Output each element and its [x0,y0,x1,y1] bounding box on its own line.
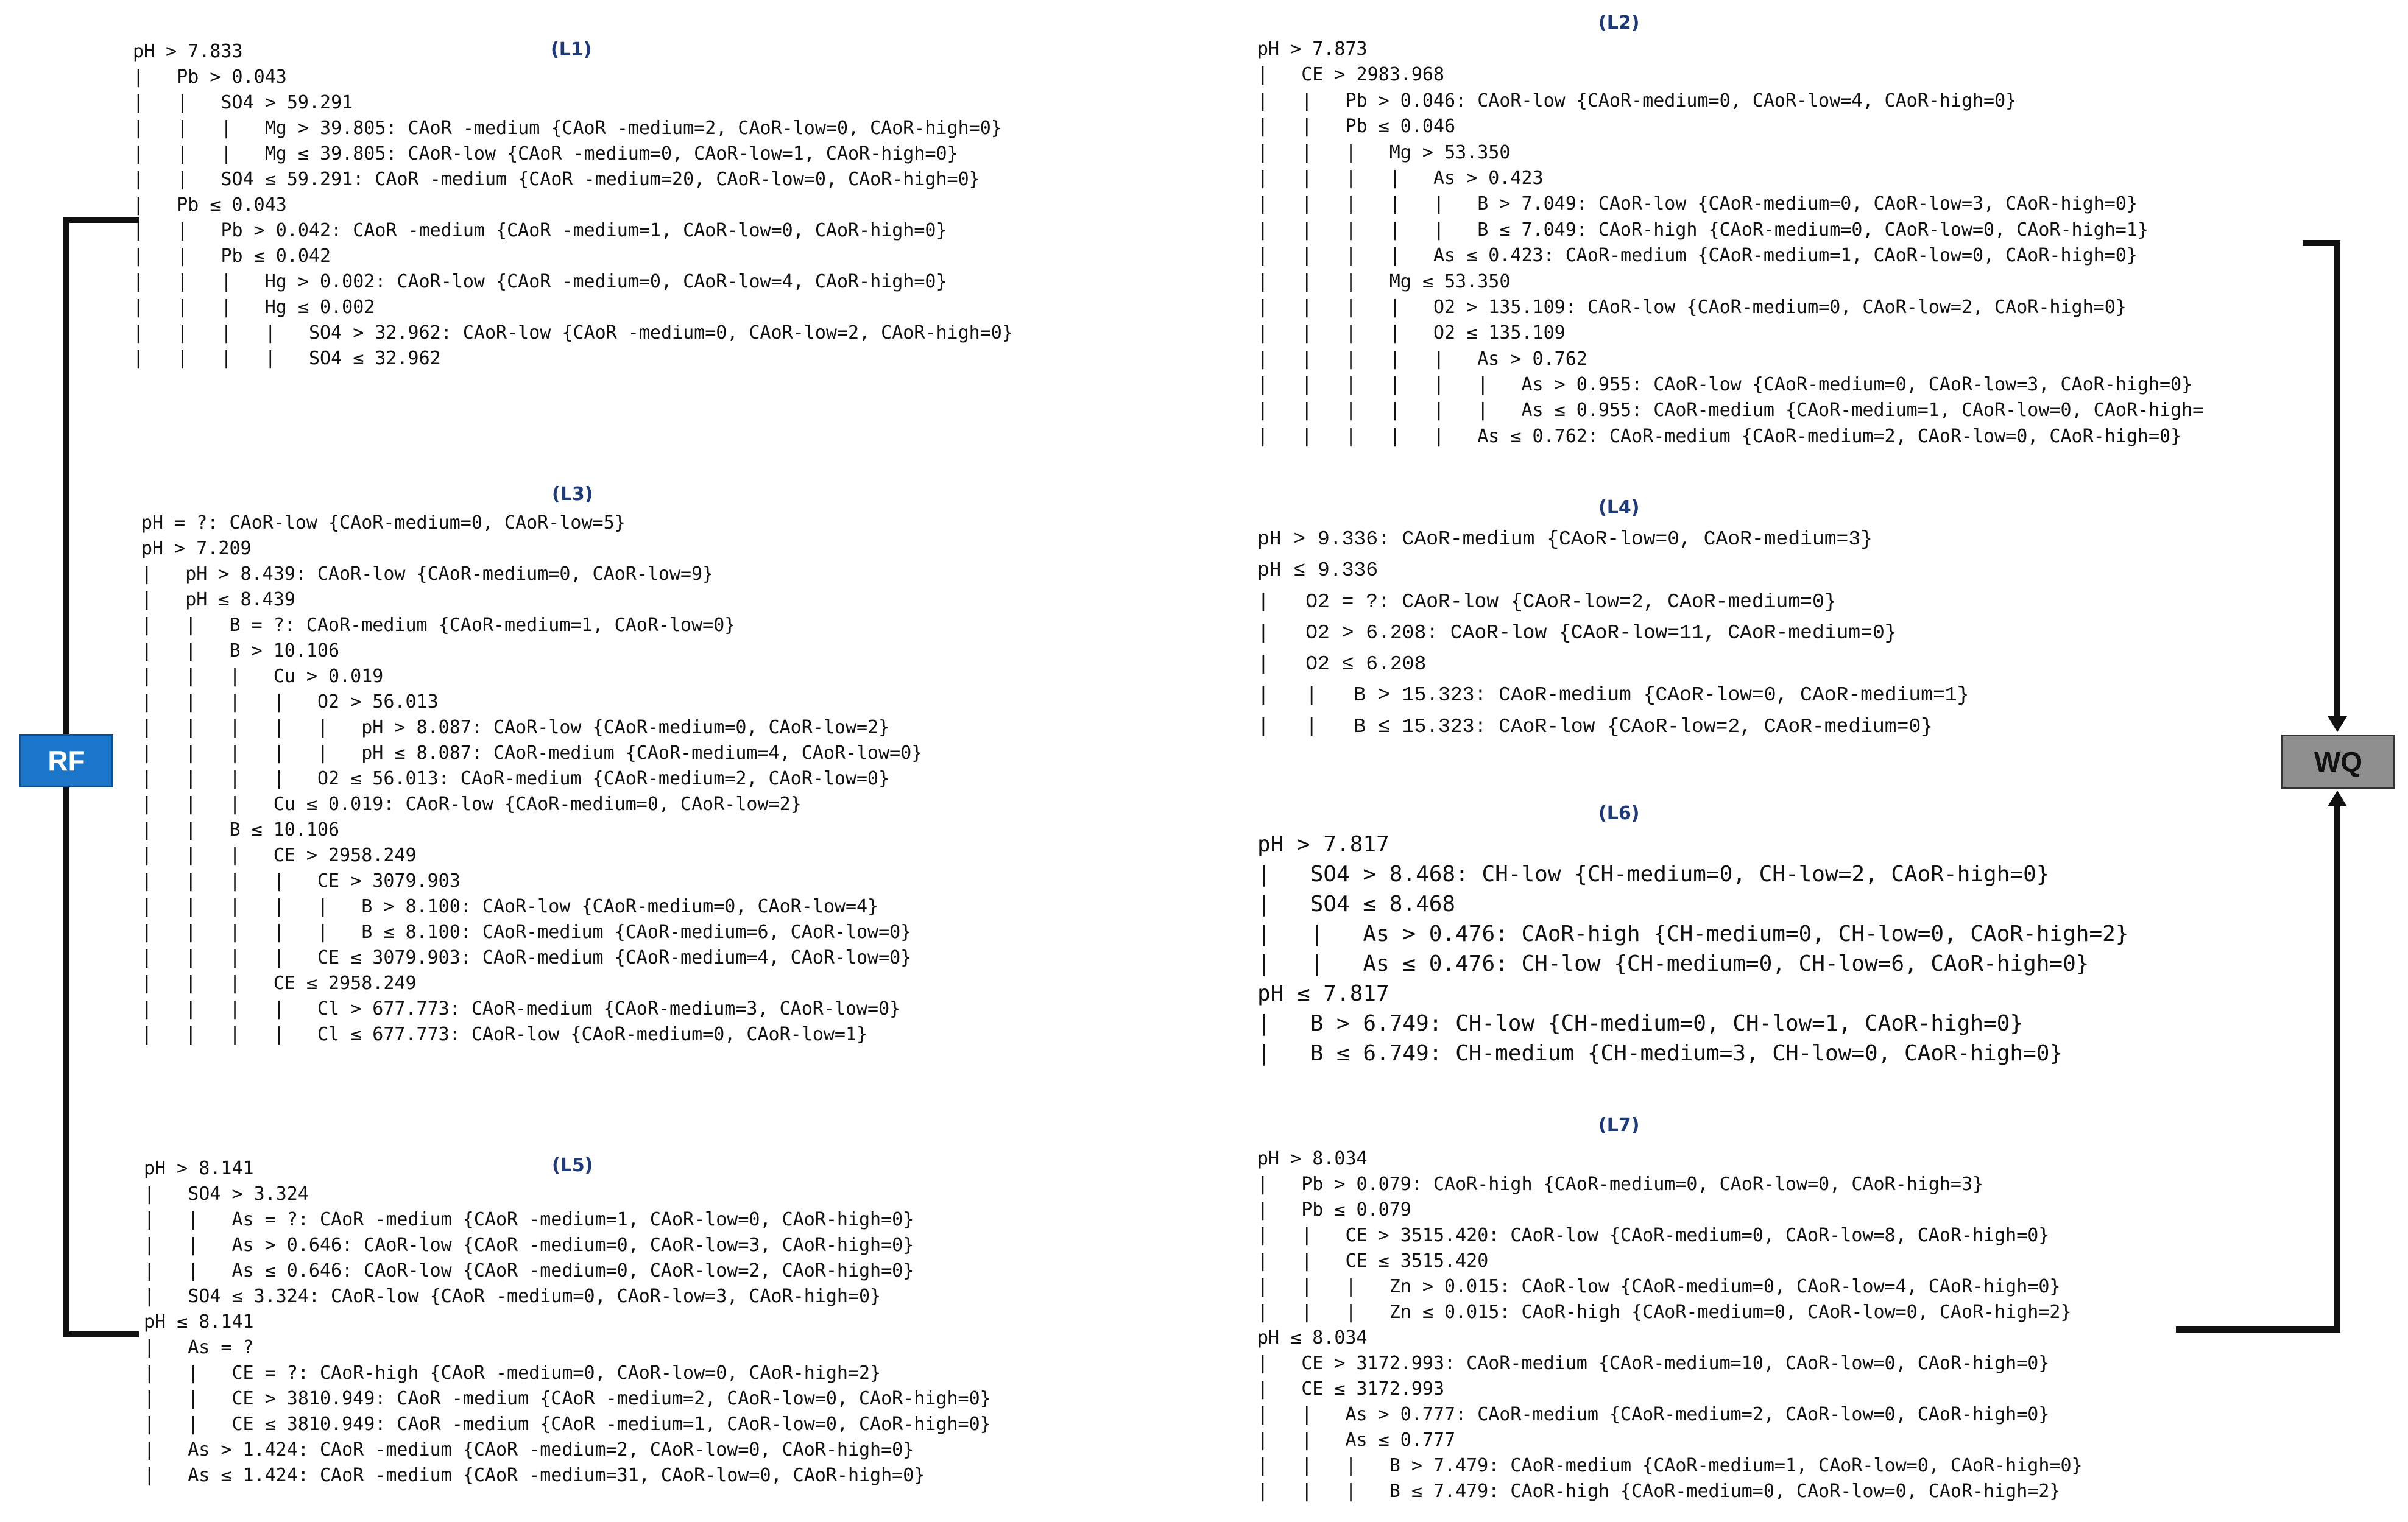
rf-box: RF [19,734,113,787]
tree-rule-line: | | B ≤ 15.323: CAoR-low {CAoR-low=2, CAoR-medium=0} [1257,715,1933,738]
tree-rule-line: | B > 6.749: CH-low {CH-medium=0, CH-low=1, CAoR-high=0} [1257,1011,2024,1036]
tree-rule-line: pH ≤ 7.817 [1257,981,1389,1006]
tree-rule-line: | | | Mg > 53.350 [1257,141,1511,163]
tree-rule-line: | | As > 0.476: CAoR-high {CH-medium=0, CH-low=0, CAoR-high=2} [1257,921,2129,946]
tree-rule-line: | | | Hg ≤ 0.002 [133,297,375,318]
tree-panel-l4 [1257,524,1969,742]
rf-connector-bottom-stub [63,1331,139,1337]
panel-label-l6: (L6) [1598,803,1640,824]
panel-label-l7: (L7) [1598,1115,1640,1136]
tree-rule-line: | | As ≤ 0.476: CH-low {CH-medium=0, CH-low=6, CAoR-high=0} [1257,951,2089,976]
tree-rule-line: | | | | CE > 3079.903 [141,870,461,892]
tree-rule-line: | | Pb > 0.046: CAoR-low {CAoR-medium=0, CAoR-low=4, CAoR-high=0} [1257,90,2017,111]
tree-rule-line: | | | | Cl ≤ 677.773: CAoR-low {CAoR-medium=0, CAoR-low=1} [141,1024,868,1045]
tree-rule-line: pH = ?: CAoR-low {CAoR-medium=0, CAoR-low=5} [141,512,626,534]
tree-rule-line: | O2 > 6.208: CAoR-low {CAoR-low=11, CAoR-medium=0} [1257,621,1897,644]
tree-rule-line: pH > 7.833 [133,41,243,62]
tree-rule-line: | | | | CE ≤ 3079.903: CAoR-medium {CAoR-medium=4, CAoR-low=0} [141,947,912,968]
tree-rule-line: | | CE > 3515.420: CAoR-low {CAoR-medium=0, CAoR-low=8, CAoR-high=0} [1257,1225,2050,1246]
tree-rule-line: | | | | | B > 8.100: CAoR-low {CAoR-medium=0, CAoR-low=4} [141,896,879,917]
tree-rule-line: pH ≤ 8.141 [144,1311,254,1333]
tree-rule-line: | | | CE ≤ 2958.249 [141,973,417,994]
tree-rule-line: | | | B > 7.479: CAoR-medium {CAoR-medium=1, CAoR-low=0, CAoR-high=0} [1257,1455,2083,1476]
panel-label-l4: (L4) [1598,497,1640,518]
tree-rule-line: | | SO4 ≤ 59.291: CAoR -medium {CAoR -medium=20, CAoR-low=0, CAoR-high=0} [133,169,980,190]
tree-rule-line: | As ≤ 1.424: CAoR -medium {CAoR -medium=31, CAoR-low=0, CAoR-high=0} [144,1465,925,1486]
tree-rule-line: | | | B ≤ 7.479: CAoR-high {CAoR-medium=0, CAoR-low=0, CAoR-high=2} [1257,1481,2061,1502]
tree-rule-line: | pH > 8.439: CAoR-low {CAoR-medium=0, CAoR-low=9} [141,563,714,585]
tree-rule-line: | | | | | B ≤ 7.049: CAoR-high {CAoR-medium=0, CAoR-low=0, CAoR-high=1} [1257,219,2148,241]
tree-rule-line: | | CE ≤ 3810.949: CAoR -medium {CAoR -medium=1, CAoR-low=0, CAoR-high=0} [144,1414,991,1435]
tree-rule-line: | | | Zn > 0.015: CAoR-low {CAoR-medium=0, CAoR-low=4, CAoR-high=0} [1257,1276,2061,1297]
tree-rule-line: | | Pb ≤ 0.046 [1257,116,1456,138]
tree-rule-line: pH > 7.873 [1257,38,1368,60]
panel-label-l2: (L2) [1598,12,1640,33]
tree-rule-line: | | B ≤ 10.106 [141,819,340,840]
tree-rule-line: pH > 9.336: CAoR-medium {CAoR-low=0, CAoR-medium=3} [1257,528,1873,551]
tree-rule-line: | | | | SO4 > 32.962: CAoR-low {CAoR -medium=0, CAoR-low=2, CAoR-high=0} [133,322,1013,344]
tree-panel-l6 [1257,830,2128,1068]
panel-label-l5: (L5) [552,1155,593,1176]
panel-label-l3: (L3) [552,484,593,505]
tree-panel-l2 [1257,37,2203,449]
tree-rule-line: pH ≤ 8.034 [1257,1327,1368,1348]
tree-rule-line: | | | | O2 ≤ 135.109 [1257,322,1566,344]
tree-rule-line: | | | Zn ≤ 0.015: CAoR-high {CAoR-medium=0, CAoR-low=0, CAoR-high=2} [1257,1302,2072,1323]
tree-rule-line: | | | | SO4 ≤ 32.962 [133,348,441,369]
tree-rule-line: pH ≤ 9.336 [1257,559,1379,582]
tree-rule-line: | SO4 > 8.468: CH-low {CH-medium=0, CH-low=2, CAoR-high=0} [1257,862,2050,887]
tree-rule-line: | | | | | pH ≤ 8.087: CAoR-medium {CAoR-medium=4, CAoR-low=0} [141,742,923,764]
tree-rule-line: | SO4 ≤ 3.324: CAoR-low {CAoR -medium=0, CAoR-low=3, CAoR-high=0} [144,1286,881,1307]
tree-rule-line: | | | | | B > 7.049: CAoR-low {CAoR-medium=0, CAoR-low=3, CAoR-high=0} [1257,193,2138,215]
tree-rule-line: | As > 1.424: CAoR -medium {CAoR -medium=2, CAoR-low=0, CAoR-high=0} [144,1439,914,1460]
tree-rule-line: | | As ≤ 0.777 [1257,1429,1456,1451]
tree-rule-line: | | | | O2 > 56.013 [141,691,439,713]
tree-panel-l3 [141,510,922,1048]
tree-rule-line: | | | Hg > 0.002: CAoR-low {CAoR -medium=0, CAoR-low=4, CAoR-high=0} [133,271,947,292]
tree-rule-line: | | | | | As ≤ 0.762: CAoR-medium {CAoR-medium=2, CAoR-low=0, CAoR-high=0} [1257,425,2182,447]
wq-connector-bottom-vertical [2334,803,2340,1333]
tree-rule-line: | O2 = ?: CAoR-low {CAoR-low=2, CAoR-medium=0} [1257,590,1837,613]
tree-rule-line: | | | Mg > 39.805: CAoR -medium {CAoR -medium=2, CAoR-low=0, CAoR-high=0} [133,118,1002,139]
tree-rule-line: | | | | As ≤ 0.423: CAoR-medium {CAoR-medium=1, CAoR-low=0, CAoR-high=0} [1257,245,2138,267]
wq-connector-bottom-stub [2176,1326,2340,1333]
tree-rule-line: | | As > 0.646: CAoR-low {CAoR -medium=0, CAoR-low=3, CAoR-high=0} [144,1235,914,1256]
tree-rule-line: pH > 7.817 [1257,832,1389,857]
tree-rule-line: | | B = ?: CAoR-medium {CAoR-medium=1, CAoR-low=0} [141,615,736,636]
tree-rule-line: | | | Mg ≤ 53.350 [1257,270,1511,292]
tree-rule-line: | Pb > 0.043 [133,66,287,88]
tree-rule-line: | | | | As > 0.423 [1257,167,1544,189]
tree-rule-line: | | | Mg ≤ 39.805: CAoR-low {CAoR -medium=0, CAoR-low=1, CAoR-high=0} [133,143,958,164]
tree-rule-line: | B ≤ 6.749: CH-medium {CH-medium=3, CH-low=0, CAoR-high=0} [1257,1041,2063,1066]
tree-rule-line: | As = ? [144,1337,254,1358]
tree-rule-line: | pH ≤ 8.439 [141,589,295,610]
tree-rule-line: | | | | O2 > 135.109: CAoR-low {CAoR-medium=0, CAoR-low=2, CAoR-high=0} [1257,296,2127,318]
tree-panel-l1 [133,39,1013,372]
tree-rule-line: | | SO4 > 59.291 [133,92,353,113]
panel-label-l1: (L1) [551,39,592,60]
tree-rule-line: | O2 ≤ 6.208 [1257,653,1427,676]
tree-panel-l5 [144,1156,991,1489]
tree-rule-line: | | CE ≤ 3515.420 [1257,1250,1489,1272]
tree-rule-line: | | | | | B ≤ 8.100: CAoR-medium {CAoR-medium=6, CAoR-low=0} [141,921,912,943]
tree-rule-line: pH > 7.209 [141,538,252,559]
tree-rule-line: | CE ≤ 3172.993 [1257,1378,1445,1400]
tree-rule-line: | | B > 10.106 [141,640,340,661]
tree-rule-line: | | | | | | As ≤ 0.955: CAoR-medium {CAoR-medium=1, CAoR-low=0, CAoR-high= [1257,400,2204,421]
tree-rule-line: | | As > 0.777: CAoR-medium {CAoR-medium=2, CAoR-low=0, CAoR-high=0} [1257,1404,2050,1425]
tree-rule-line: | CE > 2983.968 [1257,64,1445,86]
tree-rule-line: | | | | | pH > 8.087: CAoR-low {CAoR-medium=0, CAoR-low=2} [141,717,890,738]
tree-rule-line: | | B > 15.323: CAoR-medium {CAoR-low=0, CAoR-medium=1} [1257,684,1969,707]
tree-rule-line: | | | | Cl > 677.773: CAoR-medium {CAoR-medium=3, CAoR-low=0} [141,998,901,1020]
tree-rule-line: pH > 8.141 [144,1158,254,1179]
tree-rule-line: | | | | O2 ≤ 56.013: CAoR-medium {CAoR-medium=2, CAoR-low=0} [141,768,890,789]
wq-arrow-down-icon [2328,716,2347,732]
tree-rule-line: | | As ≤ 0.646: CAoR-low {CAoR -medium=0, CAoR-low=2, CAoR-high=0} [144,1260,914,1281]
tree-rule-line: | | Pb > 0.042: CAoR -medium {CAoR -medium=1, CAoR-low=0, CAoR-high=0} [133,220,947,241]
tree-panel-l7 [1257,1146,2083,1504]
tree-rule-line: | Pb > 0.079: CAoR-high {CAoR-medium=0, CAoR-low=0, CAoR-high=3} [1257,1174,1984,1195]
tree-rule-line: | | Pb ≤ 0.042 [133,245,331,267]
tree-rule-line: | | | CE > 2958.249 [141,845,417,866]
tree-rule-line: | CE > 3172.993: CAoR-medium {CAoR-medium=10, CAoR-low=0, CAoR-high=0} [1257,1353,2050,1374]
tree-rule-line: | | | | | As > 0.762 [1257,348,1587,370]
tree-rule-line: | | | Cu ≤ 0.019: CAoR-low {CAoR-medium=0, CAoR-low=2} [141,794,802,815]
tree-rule-line: pH > 8.034 [1257,1148,1368,1169]
tree-rule-line: | SO4 ≤ 8.468 [1257,892,1456,917]
tree-rule-line: | | CE = ?: CAoR-high {CAoR -medium=0, CAoR-low=0, CAoR-high=2} [144,1362,881,1384]
tree-rule-line: | Pb ≤ 0.079 [1257,1199,1411,1221]
tree-rule-line: | SO4 > 3.324 [144,1183,309,1205]
tree-rule-line: | | CE > 3810.949: CAoR -medium {CAoR -medium=2, CAoR-low=0, CAoR-high=0} [144,1388,991,1409]
rf-connector-top-stub [63,217,139,223]
tree-rule-line: | | As = ?: CAoR -medium {CAoR -medium=1, CAoR-low=0, CAoR-high=0} [144,1209,914,1230]
wq-box: WQ [2281,735,2395,789]
wq-connector-top-vertical [2334,240,2340,721]
tree-rule-line: | | | Cu > 0.019 [141,666,384,687]
tree-rule-line: | Pb ≤ 0.043 [133,194,287,216]
tree-rule-line: | | | | | | As > 0.955: CAoR-low {CAoR-medium=0, CAoR-low=3, CAoR-high=0} [1257,374,2193,396]
